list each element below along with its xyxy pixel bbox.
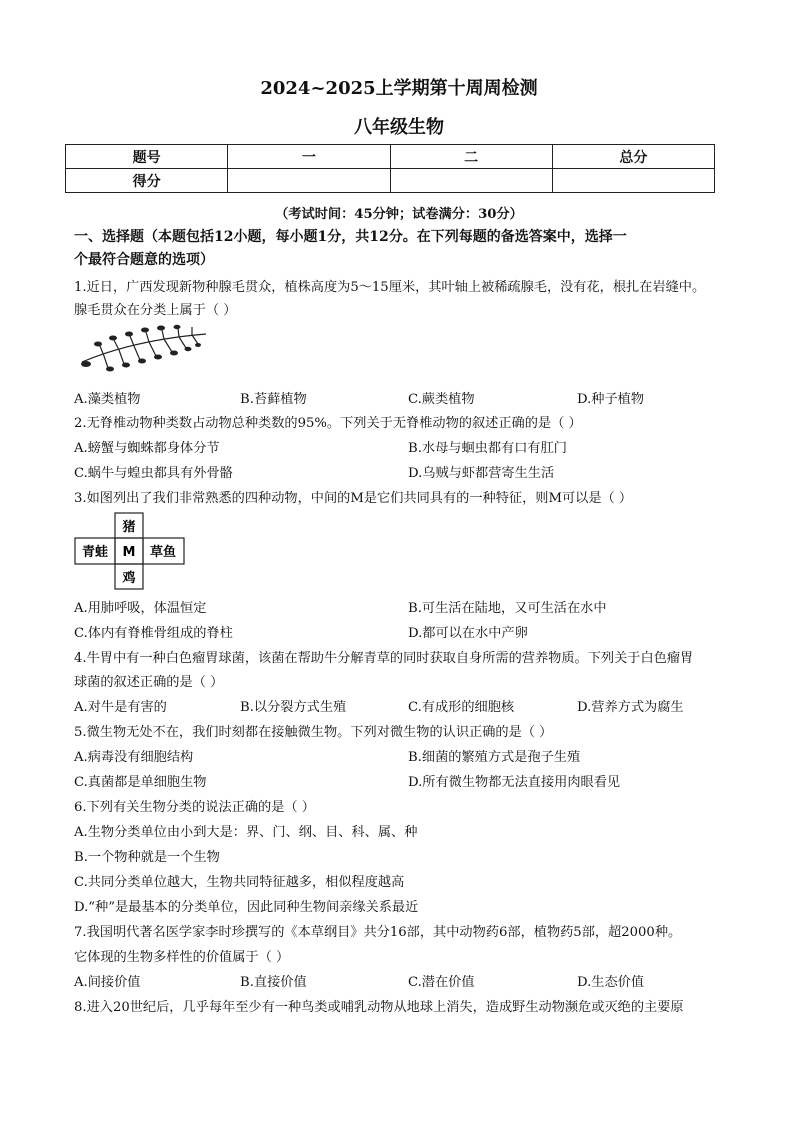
q7-option-d[interactable]: D.生态价值 bbox=[577, 975, 645, 990]
score-table-score-row bbox=[66, 169, 715, 193]
score-header-cell: 二 bbox=[390, 145, 552, 169]
q3-option-b[interactable]: B.可生活在陆地，又可生活在水中 bbox=[408, 601, 607, 616]
q1-option-b[interactable]: B.苔藓植物 bbox=[240, 392, 307, 407]
question-4-text: 4.牛胃中有一种白色瘤胃球菌，该菌在帮助牛分解青草的同时获取自身所需的营养物质。下列关于白色瘤胃 bbox=[74, 651, 694, 666]
question-8-text: 8.进入20世纪后，几乎每年至少有一种鸟类或哺乳动物从地球上消失，造成野生动物濒危或灭绝的主要原 bbox=[74, 1000, 684, 1015]
q3-option-d[interactable]: D.都可以在水中产卵 bbox=[408, 626, 528, 641]
exam-info: （考试时间：45分钟；试卷满分：30分） bbox=[275, 207, 523, 222]
score-header-cell: 总分 bbox=[552, 145, 714, 169]
score-cell[interactable] bbox=[552, 169, 714, 193]
score-row-label: 得分 bbox=[66, 169, 228, 193]
score-cell[interactable] bbox=[228, 169, 390, 193]
q7-option-a[interactable]: A.间接价值 bbox=[74, 975, 141, 990]
question-7-text: 7.我国明代著名医学家李时珍撰写的《本草纲目》共分16部，其中动物药6部，植物药5部，超2000种。 bbox=[74, 925, 682, 940]
q7-option-c[interactable]: C.潜在价值 bbox=[408, 975, 475, 990]
question-6-text: 6.下列有关生物分类的说法正确的是（ ） bbox=[74, 800, 315, 815]
section-heading-cont: 个最符合题意的选项） bbox=[74, 252, 214, 268]
exam-title: 2024~2025上学期第十周周检测 bbox=[260, 78, 538, 99]
question-2-text: 2.无脊椎动物种类数占动物总种类数的95%。下列关于无脊椎动物的叙述正确的是（ ） bbox=[74, 416, 582, 431]
q4-option-b[interactable]: B.以分裂方式生殖 bbox=[240, 700, 347, 715]
q1-option-c[interactable]: C.蕨类植物 bbox=[408, 392, 475, 407]
q6-option-c[interactable]: C.共同分类单位越大，生物共同特征越多，相似程度越高 bbox=[74, 875, 405, 890]
exam-subtitle: 八年级生物 bbox=[354, 117, 444, 138]
q6-option-b[interactable]: B.一个物种就是一个生物 bbox=[74, 850, 220, 865]
frog-label: 青蛙 bbox=[81, 545, 109, 560]
section-heading: 一、选择题（本题包括12小题，每小题1分，共12分。在下列每题的备选答案中，选择一 bbox=[74, 229, 627, 245]
q7-option-b[interactable]: B.直接价值 bbox=[240, 975, 307, 990]
question-1-text: 腺毛贯众在分类上属于（ ） bbox=[74, 303, 237, 318]
q3-option-a[interactable]: A.用肺呼吸，体温恒定 bbox=[74, 601, 207, 616]
q4-option-a[interactable]: A.对牛是有害的 bbox=[74, 700, 167, 715]
q4-option-c[interactable]: C.有成形的细胞核 bbox=[408, 700, 515, 715]
q2-option-d[interactable]: D.乌贼与虾都营寄生生活 bbox=[408, 466, 555, 481]
q5-option-d[interactable]: D.所有微生物都无法直接用肉眼看见 bbox=[408, 775, 621, 790]
fern-plant-image bbox=[74, 322, 214, 378]
score-header-cell: 一 bbox=[228, 145, 390, 169]
q2-option-a[interactable]: A.螃蟹与蜘蛛都身体分节 bbox=[74, 441, 220, 456]
score-cell[interactable] bbox=[390, 169, 552, 193]
q4-option-d[interactable]: D.营养方式为腐生 bbox=[577, 700, 684, 715]
q6-option-d[interactable]: D.“种”是最基本的分类单位，因此同种生物间亲缘关系最近 bbox=[74, 900, 419, 915]
question-4-text: 球菌的叙述正确的是（ ） bbox=[74, 675, 224, 690]
q1-option-a[interactable]: A.藻类植物 bbox=[74, 392, 141, 407]
animal-cross-diagram bbox=[74, 512, 186, 590]
question-1-text: 1.近日，广西发现新物种腺毛贯众，植株高度为5～15厘米，其叶轴上被稀疏腺毛，没有花，根扎在岩缝中。 bbox=[74, 280, 706, 295]
pig-label: 猪 bbox=[122, 520, 136, 535]
q6-option-a[interactable]: A.生物分类单位由小到大是：界、门、纲、目、科、属、种 bbox=[74, 825, 418, 840]
score-header-cell: 题号 bbox=[66, 145, 228, 169]
chicken-label: 鸡 bbox=[122, 571, 136, 586]
grass-carp-label: 草鱼 bbox=[149, 545, 177, 560]
question-3-text: 3.如图列出了我们非常熟悉的四种动物，中间的M是它们共同具有的一种特征，则M可以是（ ） bbox=[74, 491, 633, 506]
q1-option-d[interactable]: D.种子植物 bbox=[577, 392, 645, 407]
q3-option-c[interactable]: C.体内有脊椎骨组成的脊柱 bbox=[74, 626, 233, 641]
q5-option-c[interactable]: C.真菌都是单细胞生物 bbox=[74, 775, 207, 790]
question-7-text: 它体现的生物多样性的价值属于（ ） bbox=[74, 950, 290, 965]
score-table-header-row bbox=[66, 145, 715, 169]
q2-option-b[interactable]: B.水母与蛔虫都有口有肛门 bbox=[408, 441, 567, 456]
q5-option-b[interactable]: B.细菌的繁殖方式是孢子生殖 bbox=[408, 750, 581, 765]
m-label: M bbox=[122, 545, 136, 560]
q5-option-a[interactable]: A.病毒没有细胞结构 bbox=[74, 750, 194, 765]
score-table bbox=[65, 144, 715, 193]
question-5-text: 5.微生物无处不在，我们时刻都在接触微生物。下列对微生物的认识正确的是（ ） bbox=[74, 725, 553, 740]
q2-option-c[interactable]: C.蜗牛与蝗虫都具有外骨骼 bbox=[74, 466, 233, 481]
